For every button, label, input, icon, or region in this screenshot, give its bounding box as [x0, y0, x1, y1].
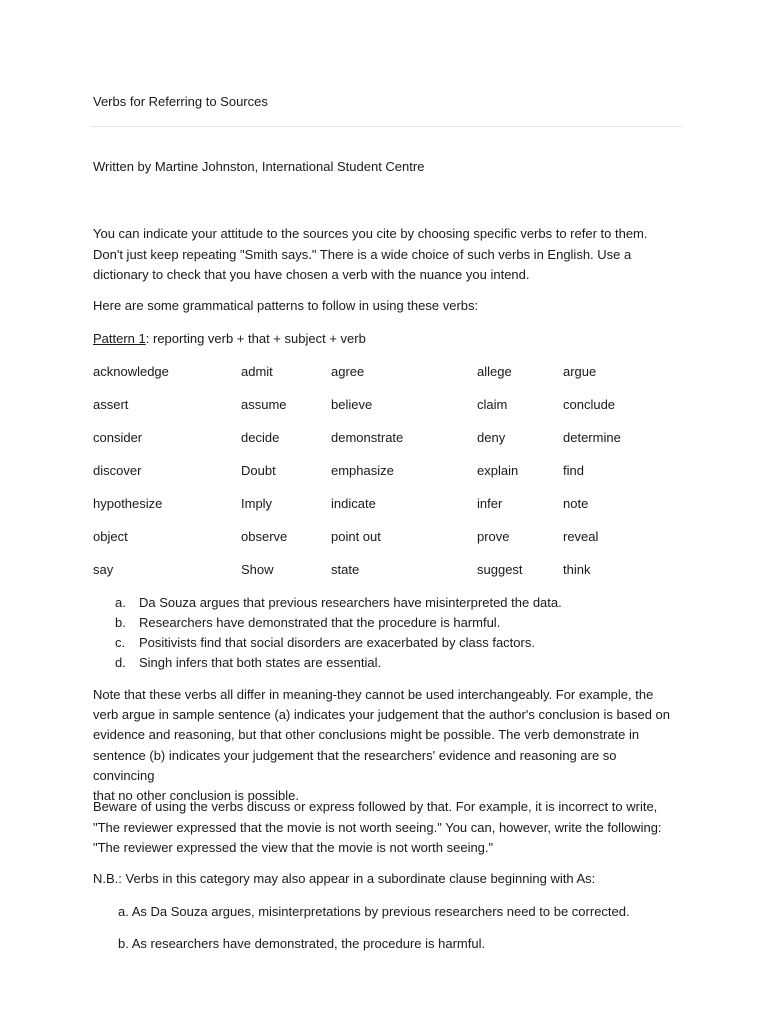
example-letter: d. — [115, 655, 126, 670]
verb-cell: admit — [241, 364, 273, 379]
verb-cell: observe — [241, 529, 288, 544]
example-item — [115, 613, 562, 633]
example-letter: a. — [115, 595, 126, 610]
verb-cell: note — [563, 496, 589, 511]
verb-cell: indicate — [331, 496, 376, 511]
verb-cell: assert — [93, 397, 129, 412]
verb-cell: allege — [477, 364, 512, 379]
pattern-1-label: Pattern 1 — [93, 331, 146, 346]
verb-cell: explain — [477, 463, 519, 478]
verb-cell: object — [93, 529, 128, 544]
intro-paragraph — [93, 224, 673, 286]
verb-cell: find — [563, 463, 584, 478]
note-line: evidence and reasoning, but that other conclusions might be possible. The verb demonstrate in — [93, 727, 640, 743]
example-text: Da Souza argues that previous researchers have misinterpreted the data. — [139, 595, 562, 610]
verb-cell: decide — [241, 430, 280, 445]
example-item — [115, 653, 562, 673]
intro-line: dictionary to check that you have chosen a verb with the nuance you intend. — [93, 267, 530, 282]
note-line: Note that these verbs all differ in meaning-they cannot be used interchangeably. For example, the — [93, 687, 654, 702]
verb-cell: argue — [563, 364, 597, 379]
verb-cell: Imply — [241, 496, 273, 511]
note-line: verb argue in sample sentence (a) indicates your judgement that the author's conclusion is based on — [93, 707, 670, 723]
verb-cell: claim — [477, 397, 508, 412]
nb-example-a: a. As Da Souza argues, misinterpretations by previous researchers need to be corrected. — [118, 904, 630, 919]
verb-cell: deny — [477, 430, 506, 445]
verb-cell: discover — [93, 463, 142, 478]
verb-cell: Show — [241, 562, 274, 577]
verb-cell: Doubt — [241, 463, 276, 478]
example-item — [115, 593, 562, 613]
example-sentences — [115, 593, 562, 673]
example-letter: b. — [115, 615, 126, 630]
example-item — [115, 633, 562, 653]
title-divider — [90, 126, 682, 127]
verb-cell: point out — [331, 529, 381, 544]
verb-cell: agree — [331, 364, 365, 379]
verb-cell: assume — [241, 397, 287, 412]
nb-note: N.B.: Verbs in this category may also appear in a subordinate clause beginning with As: — [93, 871, 596, 886]
example-letter: c. — [115, 635, 126, 650]
beware-line: "The reviewer expressed the view that the movie is not worth seeing." — [93, 840, 494, 855]
verb-cell: acknowledge — [93, 364, 169, 379]
beware-line: "The reviewer expressed that the movie is not worth seeing." You can, however, write the following: — [93, 819, 662, 835]
example-text: Researchers have demonstrated that the procedure is harmful. — [139, 615, 501, 630]
note-line: that no other conclusion is possible. — [93, 788, 299, 804]
intro-line: Don't just keep repeating "Smith says." There is a wide choice of such verbs in English. Use a — [93, 246, 632, 262]
verb-cell: emphasize — [331, 463, 394, 478]
note-paragraph — [93, 685, 673, 806]
author-line: Written by Martine Johnston, International Student Centre — [93, 159, 425, 174]
verb-cell: hypothesize — [93, 496, 163, 511]
verb-cell: demonstrate — [331, 430, 404, 445]
beware-paragraph — [93, 797, 683, 859]
verb-cell: consider — [93, 430, 143, 445]
verb-cell: say — [93, 562, 114, 577]
verb-cell: conclude — [563, 397, 616, 412]
example-text: Singh infers that both states are essential. — [139, 655, 382, 670]
verb-cell: believe — [331, 397, 373, 412]
beware-line: Beware of using the verbs discuss or express followed by that. For example, it is incorrect to write, — [93, 799, 658, 814]
verb-cell: infer — [477, 496, 503, 511]
example-text: Positivists find that social disorders are exacerbated by class factors. — [139, 635, 535, 650]
verb-cell: suggest — [477, 562, 523, 577]
pattern-1-heading — [93, 331, 366, 346]
verb-cell: prove — [477, 529, 510, 544]
verb-cell: reveal — [563, 529, 599, 544]
document-title: Verbs for Referring to Sources — [93, 94, 268, 109]
intro-line: You can indicate your attitude to the sources you cite by choosing specific verbs to refer to them. — [93, 226, 648, 241]
note-line: sentence (b) indicates your judgement that the researchers' evidence and reasoning are so convincing — [93, 747, 617, 783]
patterns-intro: Here are some grammatical patterns to follow in using these verbs: — [93, 298, 479, 313]
verb-cell: think — [563, 562, 591, 577]
verb-cell: state — [331, 562, 360, 577]
nb-example-b: b. As researchers have demonstrated, the procedure is harmful. — [118, 936, 486, 951]
verb-cell: determine — [563, 430, 621, 445]
pattern-1-description: : reporting verb + that + subject + verb — [145, 331, 366, 346]
